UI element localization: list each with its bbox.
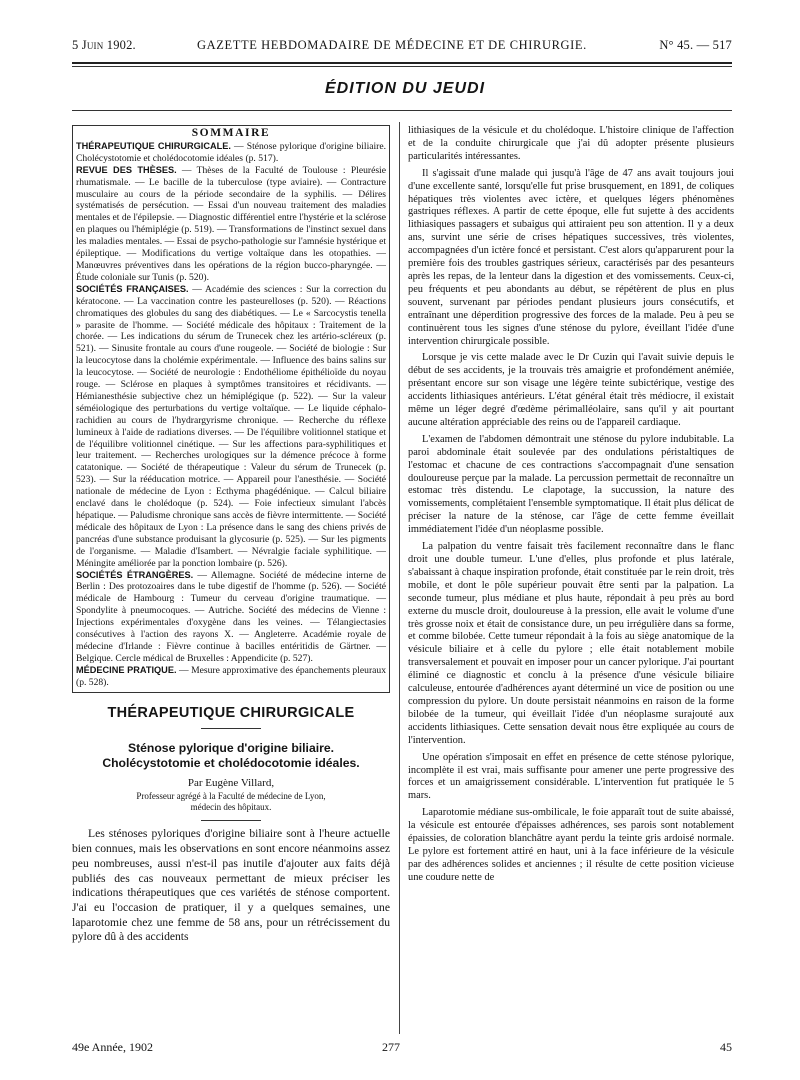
body-paragraph: lithiasiques de la vésicule et du cholédoque. L'histoire clinique de l'affection et de la conduite chirurgicale que j'ai dû adopter présente plusieurs particularités intéressantes. bbox=[408, 125, 734, 162]
footer-sheet-number: 45 bbox=[720, 1040, 732, 1054]
article-author: Par Eugène Villard, bbox=[187, 776, 275, 789]
page-footer bbox=[72, 1040, 732, 1058]
section-heading: THÉRAPEUTIQUE CHIRURGICALE bbox=[107, 704, 355, 721]
sommaire-section bbox=[76, 665, 386, 689]
sommaire-section-head: THÉRAPEUTIQUE CHIRURGICALE. bbox=[76, 140, 231, 151]
right-column bbox=[408, 125, 734, 889]
sommaire-section-text: — Thèses de la Faculté de Toulouse : Pleurésie rhumatismale. — Le bacille de la tuberculose (type aviaire). — Contracture musculaire au cours de la période secondaire de la syphilis. — Délires systématisés de persécution. — Essai d'un nouveau traitement des maladies mentales et de l'épilepsie. — Diagnostic différentiel entre l'hystérie et la sclérose en plaques ou l'hémiplégie (p. 519). — Transformations de l'instinct sexuel dans les maladies mentales. — Essai de psycho-pathologie sur l'amnésie hystérique et épileptique. — Modifications du vertige voltaïque dans les otopathies. — Manœuvres préventives dans les opérations de la région bucco-pharyngée. — Étude coloniale sur Tunis (p. 520). bbox=[76, 164, 386, 283]
sommaire-section bbox=[76, 141, 386, 165]
sommaire-section-text: — Allemagne. Société de médecine interne de Berlin : Des protozoaires dans le tube digestif de l'homme (p. 526). — Société médicale de Hambourg : Tumeur du cerveau d'origine traumatique. — Spondylite à pneumocoques. — Autriche. Société des médecins de Vienne : Injections expérimentales d'oxygène dans les veines. — Télangiectasies consécutives à l'action des rayons X. — Angleterre. Académie royale de médecine d'Irlande : Fièvre continue à bacilles entéritidis de Gärtner. — Belgique. Cercle médical de Bruxelles : Appendicite (p. 527). bbox=[76, 569, 386, 664]
article-title-line-1: Sténose pylorique d'origine biliaire. bbox=[127, 740, 335, 755]
footer-page-number: 277 bbox=[382, 1040, 400, 1054]
body-paragraph: La palpation du ventre faisait très facilement reconnaître dans le flanc droit une double tumeur. L'une d'elles, plus profonde et plus latérale, s'abaissant à chaque inspiration profonde, était constituée par le rein droit, très mobile, et dont le pôle supérieur pouvait être senti par la palpation. La seconde tumeur, plus médiane et plus haute, répondait à peu près au bord externe du muscle droit, douloureuse à la pression, elle avait le volume d'une très grosse noix et était de consistance dure, un peu irrégulière dans sa forme, et comme bilobée. Cette tumeur répondait à la fois au siège anatomique de la vésicule biliaire et à celle du pylore ; elle était notablement mobile transversalement et pouvait en imposer pour un cancer pylorique. J'ai pourtant éliminé ce diagnostic et conclu à la présence d'une vésicule biliaire calculeuse, entourée d'adhérences ayant déterminé un vice de position ou une compression du pylore. Un doute persistait néanmoins en raison de la forme bilobée de la tumeur, qui éveillait l'idée d'un néoplasme surajouté aux accidents lithiasiques. Cette sensation devait nous être expliquée au cours de l'intervention. bbox=[408, 541, 734, 746]
sommaire-title: SOMMAIRE bbox=[191, 127, 271, 139]
header-rule bbox=[72, 62, 732, 64]
header-rule-thin bbox=[72, 66, 732, 67]
edition-title: ÉDITION DU JEUDI bbox=[325, 80, 486, 97]
left-column bbox=[72, 125, 390, 945]
article-rule bbox=[201, 820, 261, 821]
affiliation-line-2: médecin des hôpitaux. bbox=[190, 801, 272, 812]
author-affiliation bbox=[72, 791, 390, 812]
footer-year: 49e Année, 1902 bbox=[72, 1040, 153, 1054]
sommaire-section-text: — Académie des sciences : Sur la correction du kératocone. — La vaccination contre les pasteurelloses (p. 520). — Réactions chromatiques des globules du sang des diabétiques. — Le « Sarcocystis tenella » parasite de l'homme. — Société médicale des hôpitaux : Traitement de la chorée. — Les indications du sérum de Trunecek chez les artério-scléreux (p. 521). — Sinusite frontale au cours d'une rougeole. — Société de biologie : Sur la leucocytose dans la cholémie expérimentale. — Influence des bains salins sur la leucocytose. — Société de neurologie : Endothéliome épithélioïde du noyau rouge. — Sclérose en plaques à symptômes transitoires et récidivants. — Hémianesthésie subjective chez un hémiplégique (p. 522). — Sur la valeur séméiologique des perturbations du vertige voltaïque. — Le liquide céphalo-rachidien au cours de l'hydrargyrisme chronique. — Recherche du réflexe lumineux à l'aide de radiations diverses. — De l'équilibre volitionnel statique et de l'équilibre volitionnel cinétique. — Sur les affections para-syphilitiques et leur traitement. — Recherches urologiques sur la démence précoce à forme catatonique. — Société de thérapeutique : Valeur du sérum de Trunecek (p. 523). — Sur la rééducation motrice. — Appareil pour l'anesthésie. — Société nationale de médecine de Lyon : Ecthyma phagédénique. — Calcul biliaire enclavé dans le cholédoque (p. 524). — Foie infectieux simulant l'abcès hépatique. — Paludisme chronique sans accès de fièvre intermittente. — Société médicale des hôpitaux de Lyon : La présence dans le sang des chiens privés de pancréas d'une substance produisant la glycosurie (p. 525). — Sur les pigments de l'organisme. — Maladie d'Isambert. — Névralgie faciale syphilitique. — Méningite améliorée par la ponction lombaire (p. 526). bbox=[76, 283, 386, 569]
section-rule bbox=[201, 728, 261, 729]
sommaire-section bbox=[76, 284, 386, 570]
header-issue-number: N° 45. — 517 bbox=[659, 38, 732, 52]
sommaire-section bbox=[76, 570, 386, 665]
column-divider bbox=[399, 122, 400, 1034]
edition-rule bbox=[72, 110, 732, 111]
article-title bbox=[72, 741, 390, 771]
running-header bbox=[72, 38, 732, 58]
header-date: 5 Juin 1902. bbox=[72, 38, 136, 52]
body-paragraph: Lorsque je vis cette malade avec le Dr Cuzin qui l'avait suivie depuis le début de ses accidents, je la trouvais très amaigrie et profondément anémiée, présentant encore sur son visage une légère teinte subictérique, vestige des accidents lithiasiques antérieurs. L'état général était très médiocre, il existait même un léger degré d'œdème périmalléolaire, sans qu'il y ait pourtant aucune altération appréciable des reins ou de l'appareil cardiaque. bbox=[408, 352, 734, 428]
header-journal-title: GAZETTE HEBDOMADAIRE DE MÉDECINE ET DE CHIRURGIE. bbox=[197, 38, 587, 52]
body-paragraph: L'examen de l'abdomen démontrait une sténose du pylore indubitable. La paroi abdominale était soulevée par des ondulations péristaltiques de l'estomac et chacune de ces contractions s'accompagnait d'une sensation douloureuse perçue par la malade. La percussion permettait de reconnaître un estomac très distendu. Le clapotage, la succussion, la nature des vomissements, complétaient l'ensemble symptomatique. Il était plus délicat de préciser la nature de la sténose, car l'âge de cette femme éveillait immédiatement l'idée d'un néoplasme possible. bbox=[408, 433, 734, 536]
sommaire-section-text: — Sténose pylorique d'origine biliaire. Cholécystotomie et cholédocotomie idéales (p. 517). bbox=[76, 140, 387, 164]
sommaire-section-head: SOCIÉTÉS FRANÇAISES. bbox=[76, 283, 189, 294]
body-paragraph: Une opération s'imposait en effet en présence de cette sténose pylorique, incomplète il est vrai, mais suffisante pour amener une perte progressive des forces et un amaigrissement considérable. L'intervention fut pratiquée le 5 mars. bbox=[408, 751, 734, 802]
sommaire-section-head: REVUE DES THÈSES. bbox=[76, 164, 177, 175]
body-paragraph: Il s'agissait d'une malade qui jusqu'à l'âge de 47 ans avait toujours joui d'une excellente santé, lorsqu'elle fut prise brusquement, en 1891, de coliques hépatiques très violentes avec ictère, et quelques légers phénomènes gastriques réflexes. A partir de cette époque, elle fut sujette à des accidents lithiasiques passagers et subaigus qui attiraient peu son attention. Il y a deux ans, survint une série de crises hépatiques successives, très violentes, accompagnées d'un ictère foncé et persistant. C'est alors qu'apparurent pour la première fois des troubles gastriques sérieux, caractérisés par des pesanteurs après les repas, de la lenteur dans la digestion et des vomissements. Ceux-ci, peu fréquents et peu abondants au début, se répétèrent de plus en plus souvent, survenant par périodes pendant plusieurs jours consécutifs, et entraînant une déperdition progressive des forces de la malade. Peu à peu se continuèrent tous les signes d'une sténose du pylore, éveillant l'idée d'une intervention chirurgicale possible. bbox=[408, 167, 734, 347]
sommaire-section-text: — Mesure approximative des épanchements pleuraux (p. 528). bbox=[76, 664, 386, 688]
sommaire-section bbox=[76, 165, 386, 284]
affiliation-line-1: Professeur agrégé à la Faculté de médecine de Lyon, bbox=[136, 791, 326, 802]
body-paragraph: Laparotomie médiane sus-ombilicale, le foie apparaît tout de suite abaissé, la vésicule est entourée d'épaisses adhérences, ses parois sont notablement épaissies, de coloration blanchâtre ayant perdu la teinte gris ardoisé normale. Le pylore est fortement attiré en haut, uni à la face inférieure de la vésicule par des adhérences solides et anciennes ; il résulte de cette position vicieuse une coudure nette de bbox=[408, 807, 734, 883]
article-intro-paragraph: Les sténoses pyloriques d'origine biliaire sont à l'heure actuelle bien connues, mais les observations en sont encore néanmoins assez peu nombreuses, aussi n'est-il pas inutile d'ajouter aux faits déjà publiés des cas nouveaux permettant de mieux préciser les indications thérapeutiques que ces variétés de sténose comportent. J'ai eu l'occasion de pratiquer, il y a quelques semaines, une laparotomie chez une femme de 58 ans, pour un rétrécissement du pylore dû à des accidents bbox=[72, 827, 390, 944]
article-title-line-2: Cholécystotomie et cholédocotomie idéales. bbox=[102, 755, 360, 770]
sommaire-box bbox=[72, 125, 390, 693]
sommaire-section-head: MÉDECINE PRATIQUE. bbox=[76, 664, 177, 675]
sommaire-section-head: SOCIÉTÉS ÉTRANGÈRES. bbox=[76, 569, 194, 580]
